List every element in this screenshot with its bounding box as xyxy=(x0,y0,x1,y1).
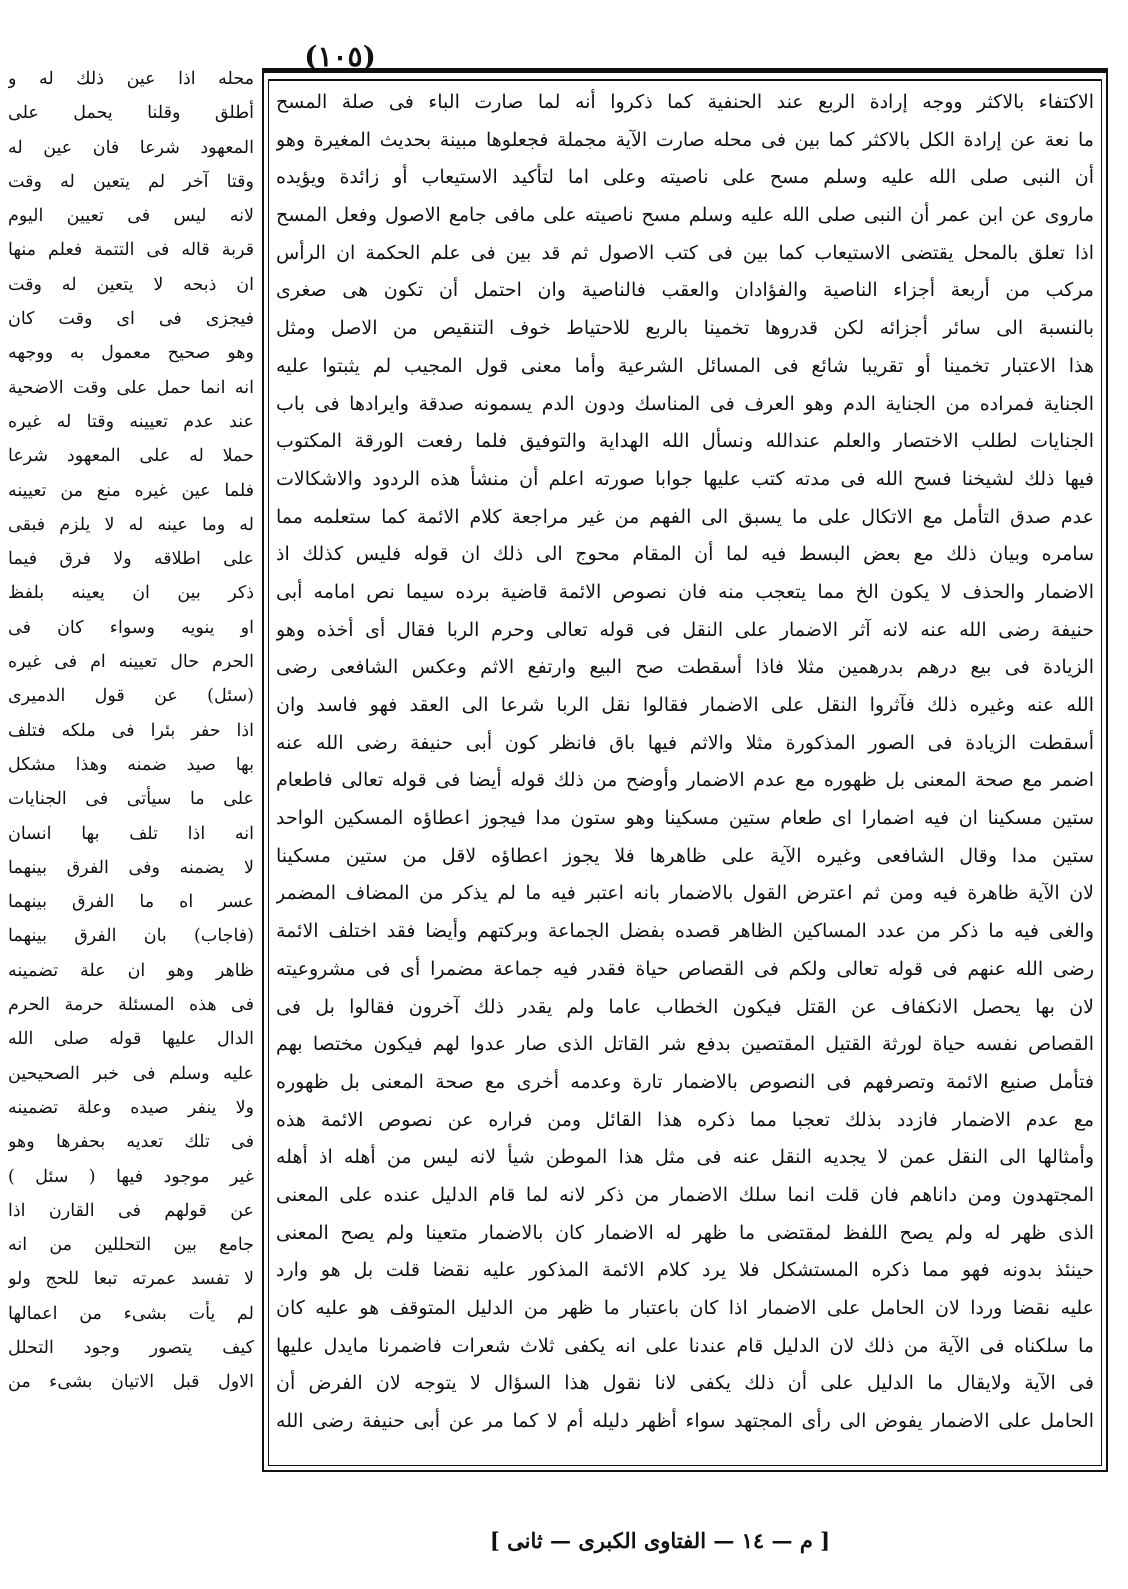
margin-text-line: على ما سيأتى فى الجنايات xyxy=(8,789,254,810)
margin-text-line: او ينويه وسواء كان فى xyxy=(8,617,254,638)
margin-text-line: فلما عين غيره منع من تعيينه xyxy=(8,480,254,501)
main-text-line: ستين مسكينا ان فيه اضمارا اى طعام ستين مسكينا وهو ستون مدا فيجوز اعطاؤه المسكين الواحد xyxy=(276,807,1094,830)
main-text-line: ماروى عن ابن عمر أن النبى صلى الله عليه وسلم مسح ناصيته على مافى جامع الاصول وفعل المسح xyxy=(276,204,1094,227)
margin-text-line: قربة قاله فى التتمة فعلم منها xyxy=(8,240,254,261)
margin-text-line: عليه وسلم فى خبر الصحيحين xyxy=(8,1063,254,1084)
main-text-line: اذا تعلق بالمحل يقتضى الاستيعاب كما بين فى كتب الاصول ثم قد بين فى علم الحكمة ان الرأس xyxy=(276,241,1094,264)
main-text-line: الذى ظهر له ولم يصح اللفظ لمقتضى ما ظهر له الاضمار كان بالاضمار متعينا ولم يصح المعنى xyxy=(276,1221,1094,1244)
main-text-line: ما سلكناه فى الآية من ذلك لان الدليل قام عندنا على انه يكفى ثلاث شعرات فاضمرنا مايدل عليها xyxy=(276,1334,1094,1357)
main-text-line: لان بها يحصل الانكفاف عن القتل فيكون الخطاب عاما ولم يقدر ذلك آخرون فقالوا بل فى xyxy=(276,995,1094,1018)
main-text-line: عليه نقضا وردا لان الحامل على الاضمار اذا كان باعتبار ما ظهر من الدليل المتوقف هو عليه كان xyxy=(276,1297,1094,1319)
main-text-line: الجنايات لطلب الاختصار والعلم عندالله ونسأل الله الهداية والتوفيق فلما رفعت الورقة المكتوب xyxy=(276,430,1094,453)
main-text-line: سامره وبيان ذلك مع بعض البسط فيه لما أن المقام محوج الى ذلك ان قوله فليس كذلك اذ xyxy=(276,543,1094,566)
main-text-line: الله عنه وغيره ذلك فآثروا النقل على الاضمار فقالوا نقل الربا شرعا الى العقد فهو فاسد وان xyxy=(276,694,1094,716)
margin-text-line: بها صيد ضمنه وهذا مشكل xyxy=(8,754,254,775)
margin-text-line: عند عدم تعيينه وقتا له غيره xyxy=(8,411,254,432)
margin-text-line: اذا حفر بئرا فى ملكه فتلف xyxy=(8,720,254,741)
margin-text-line: لا يضمنه وفى الفرق بينهما xyxy=(8,857,254,878)
main-text-line: الزيادة فى بيع درهم بدرهمين مثلا فاذا أسقطت صح البيع وارتفع الاثم وعكس الشافعى رضى xyxy=(276,656,1094,679)
margin-text-line: على اطلاقه ولا فرق فيما xyxy=(8,549,254,570)
margin-text-line: الاول قبل الاتيان بشىء من xyxy=(8,1372,254,1393)
main-text-line: أن النبى صلى الله عليه وسلم مسح على ناصيته وعلى اما لتأكيد الاستيعاب أو زائدة ويؤيده xyxy=(276,166,1094,189)
main-text-line: هذا الاعتبار تخمينا أو تقريبا شائع فى المسائل الشرعية وأما معنى قول المجيب لم يثبتوا عليه xyxy=(276,354,1094,377)
main-text-line: الاضمار والحذف لا يكون الخ مما يتعجب منه فان نصوص الائمة قاضية برده سيما نص امامه أبى xyxy=(276,580,1094,603)
margin-text-line: له وما عينه له لا يلزم فبقى xyxy=(8,514,254,535)
main-text-body xyxy=(276,84,1094,1441)
main-text-line: القصاص نفسه حياة لورثة القتيل المقتصين بدفع شر القاتل الذى صار عدوا لهم فيكون مختصا بهم xyxy=(276,1033,1094,1056)
margin-text-line: عسر اه ما الفرق بينهما xyxy=(8,892,254,913)
main-text-line: الاكتفاء بالاكثر ووجه إرادة الربع عند الحنفية كما ذكروا أنه لما صارت الباء فى صلة المسح xyxy=(276,91,1094,113)
margin-text-line: لانه ليس فى تعيين اليوم xyxy=(8,206,254,227)
margin-text-line: (سئل) عن قول الدميرى xyxy=(8,686,254,707)
margin-text-line: أطلق وقلنا يحمل على xyxy=(8,103,254,124)
main-text-line: ما نعة عن إرادة الكل بالاكثر كما بين فى محله صارت الآية مجملة فجعلوها مبينة بحديث المغيرة وهو xyxy=(276,128,1094,151)
margin-text-line: حملا له على المعهود شرعا xyxy=(8,446,254,467)
margin-text-line: لا تفسد عمرته تبعا للحج ولو xyxy=(8,1269,254,1290)
main-text-line: مركب من أربعة أجزاء الناصية والفؤادان والعقب فالناصية وان احتمل أن تكون هى صغرى xyxy=(276,279,1094,302)
margin-text-line: ذكر بين ان يعينه بلفظ xyxy=(8,583,254,604)
margin-text-line: لم يأت بشىء من اعمالها xyxy=(8,1303,254,1324)
margin-text-line: ظاهر وهو ان علة تضمينه xyxy=(8,960,254,981)
margin-text-line: غير موجود فيها ( سئل ) xyxy=(8,1166,254,1187)
margin-text-column xyxy=(8,62,254,1400)
main-text-line: فيها ذلك لشيخنا فسح الله فى مدته كتب عليها جوابا صورته اعلم أن منشأ هذه الردود والاشكالات xyxy=(276,467,1094,490)
margin-text-line: انه اذا تلف بها انسان xyxy=(8,823,254,844)
margin-text-line: المعهود شرعا فان عين له xyxy=(8,137,254,158)
margin-text-line: وهو صحيح معمول به ووجهه xyxy=(8,343,254,364)
footer-signature: [ م — ١٤ — الفتاوى الكبرى — ثانى ] xyxy=(489,1528,831,1553)
main-text-line: وأمثالها الى النقل عمن لا يجديه النقل عنه فى مثل هذا الموطن شيأ لانه ليس من أهله اذ أهله xyxy=(276,1146,1094,1169)
main-text-line: رضى الله عنهم فى قوله تعالى ولكم فى القصاص حياة فقدر فيه جماعة مضمرا أى فى مشروعيته xyxy=(276,957,1094,980)
main-text-line: حينئذ بدونه فهو مما ذكره المستشكل فلا يرد كلام الائمة المذكور عليه نقضا قلت بل هو وارد xyxy=(276,1259,1094,1282)
margin-text-line: جامع بين التحللين من انه xyxy=(8,1235,254,1256)
margin-text-line: فى تلك تعديه بحفرها وهو xyxy=(8,1132,254,1153)
main-text-line: حنيفة رضى الله عنه لانه آثر الاضمار على النقل فى قوله تعالى وحرم الربا فقال أى أخذه وهو xyxy=(276,618,1094,641)
main-text-line: فتأمل صنيع الائمة وتصرفهم فى النصوص بالاضمار تارة وعدمه أخرى مع صحة المعنى بل ظهوره xyxy=(276,1070,1094,1093)
main-text-line: فى الآية ولايقال ما الدليل على أن ذلك يكفى لانا نقول هذا السؤال لا يتوجه لان الفرض أن xyxy=(276,1372,1094,1395)
main-text-line: الجناية فمراده من الجناية الدم وهو العرف فى المناسك ودون الدم يسمونه صدقة وايرادها فى باب xyxy=(276,392,1094,415)
main-text-line: والغى فيه ما ذكر من عدد المساكين الظاهر قصده بفضل الجماعة وبركتهم وأيضا فقد اختلف الائمة xyxy=(276,920,1094,943)
margin-text-line: فيجزى فى اى وقت كان xyxy=(8,309,254,330)
main-text-line: بالنسبة الى سائر أجزائه لكن قدروها تخمينا بالربع للاحتياط خوف التنقيص من الاصل ومثل xyxy=(276,317,1094,340)
margin-text-line: الحرم حال تعيينه ام فى غيره xyxy=(8,652,254,673)
margin-text-line: محله اذا عين ذلك له و xyxy=(8,69,254,89)
main-text-line: أسقطت الزيادة فى الصور المذكورة مثلا والاثم فيها باق فانظر كون أبى حنيفة رضى الله عنه xyxy=(276,731,1094,754)
page-number: (١٠٥) xyxy=(304,40,376,73)
main-text-line: المجتهدون ومن داناهم فان قلت انما سلك الاضمار من ذكر لانه لما قام الدليل عنده على المعنى xyxy=(276,1183,1094,1206)
main-text-line: الحامل على الاضمار يفوض الى رأى المجتهد سواء أظهر دليله أم لا كما مر عن أبى حنيفة رضى الله xyxy=(276,1410,1094,1433)
margin-text-line: عن قولهم فى القارن اذا xyxy=(8,1200,254,1221)
main-text-line: ستين مدا وقال الشافعى وغيره الآية على ظاهرها فلا يجوز اعطاؤه لاقل من ستين مسكينا xyxy=(276,844,1094,867)
margin-text-line: ولا ينفر صيده وعلة تضمينه xyxy=(8,1097,254,1118)
main-text-line: اضمر مع صحة المعنى بل ظهوره مع عدم الاضمار وأوضح من ذلك قوله أيضا فى قوله تعالى فاطعام xyxy=(276,769,1094,792)
margin-text-line: فى هذه المسئلة حرمة الحرم xyxy=(8,995,254,1016)
margin-text-line: انه انما حمل على وقت الاضحية xyxy=(8,377,254,398)
margin-text-line: (فاجاب) بان الفرق بينهما xyxy=(8,926,254,947)
margin-text-line: الدال عليها قوله صلى الله xyxy=(8,1029,254,1050)
margin-text-line: ان ذبحه لا يتعين له وقت xyxy=(8,274,254,295)
main-text-line: مع عدم الاضمار فازدد بذلك تعجبا مما ذكره هذا القائل ومن فراره عن نصوص الائمة هذه xyxy=(276,1108,1094,1131)
main-text-line: لان الآية ظاهرة فيه ومن ثم اعترض القول بالاضمار بانه اعتبر فيه ما لم يذكر من المضاف المضمر xyxy=(276,882,1094,905)
margin-text-line: كيف يتصور وجود التحلل xyxy=(8,1337,254,1358)
margin-text-line: وقتا آخر لم يتعين له وقت xyxy=(8,171,254,192)
main-text-line: عدم صدق التأمل مع الاتكال على ما يسبق الى الفهم من غير مراجعة كلام الائمة كما ستعلمه مما xyxy=(276,505,1094,528)
